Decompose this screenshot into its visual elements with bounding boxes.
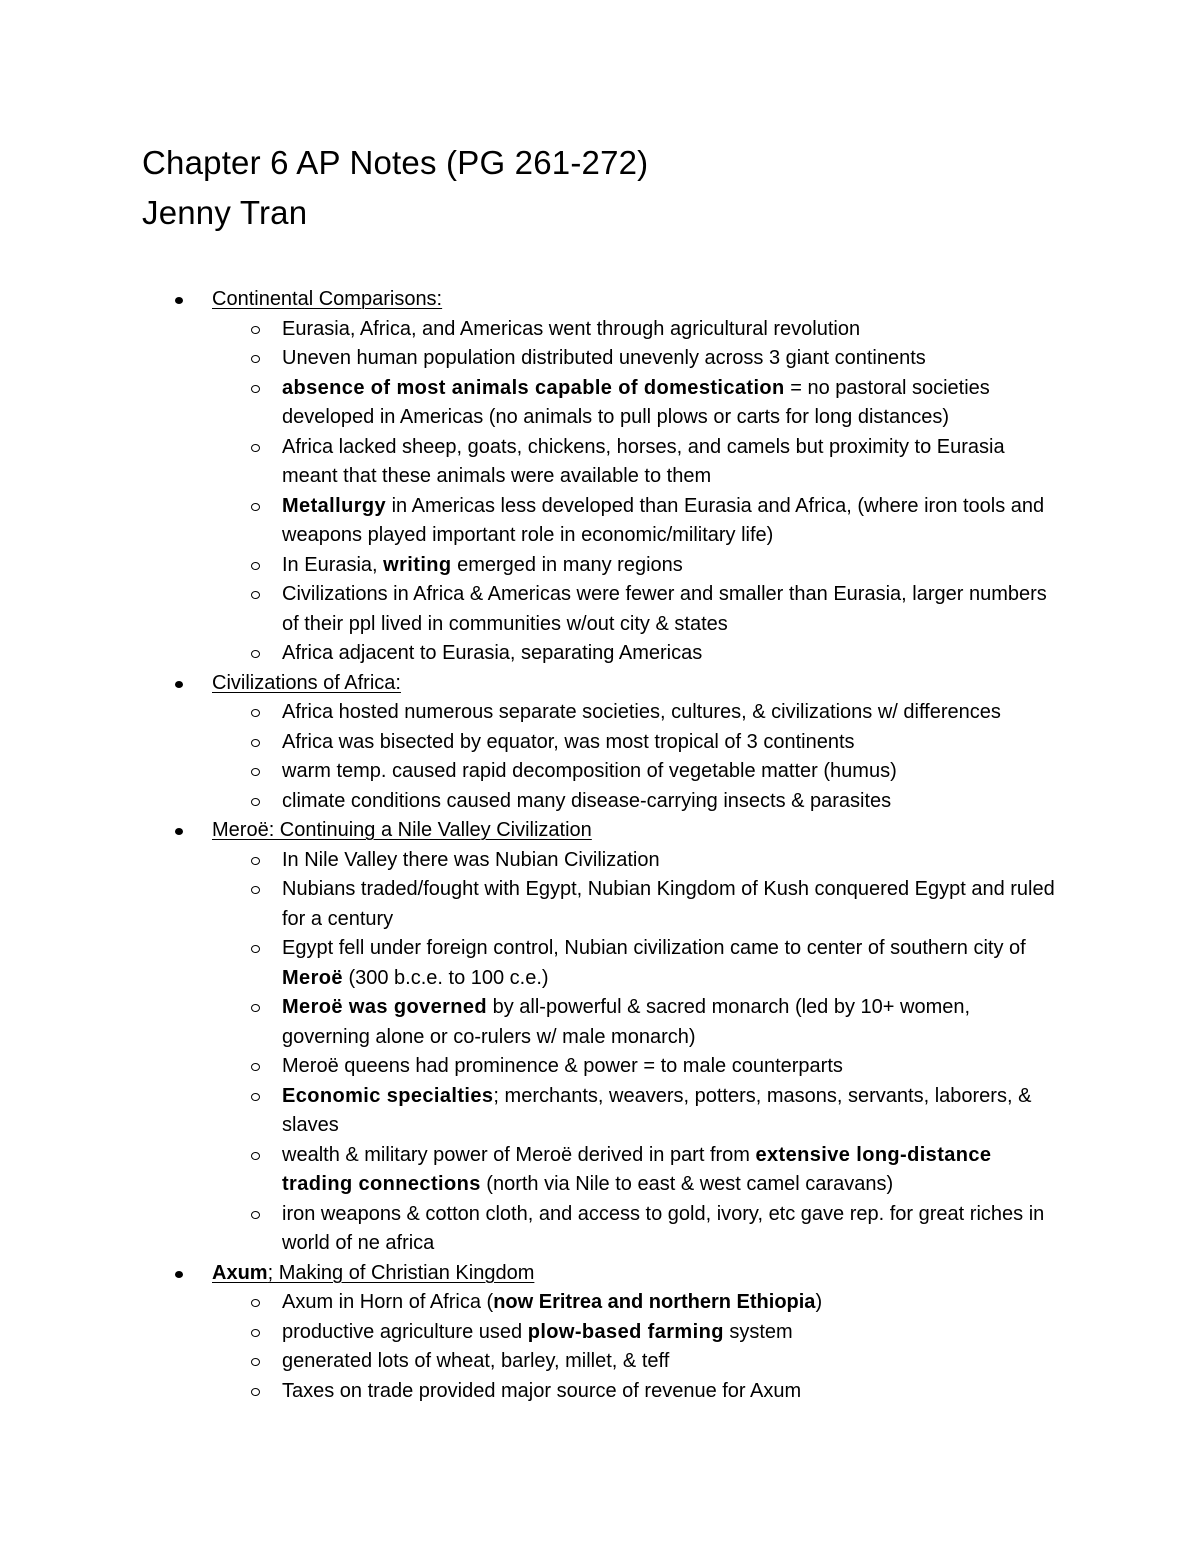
list-item: Uneven human population distributed unevenly across 3 giant continents — [282, 344, 1062, 374]
list-item — [282, 1141, 1062, 1200]
bullet-list — [212, 698, 1142, 816]
item-text: Axum in Horn of Africa ( — [282, 1291, 494, 1313]
item-text: emerged in many regions — [451, 553, 683, 576]
bold-term: extensive long-distance trading connections — [282, 1143, 992, 1195]
item-text: ) — [815, 1291, 823, 1313]
bold-term: Meroë was governed — [282, 996, 488, 1018]
notes-outline — [0, 285, 1142, 1406]
list-item: In Nile Valley there was Nubian Civilization — [282, 846, 1062, 876]
list-item — [282, 492, 1062, 551]
bold-term: Metallurgy — [282, 494, 387, 517]
list-item: Taxes on trade provided major source of revenue for Axum — [282, 1377, 1062, 1407]
item-text: in Americas less developed than Eurasia and Africa, (where iron tools and weapons played important role in economic/military life) — [282, 494, 1045, 546]
section-heading — [212, 1259, 1142, 1289]
list-item: Africa lacked sheep, goats, chickens, horses, and camels but proximity to Eurasia meant that these animals were available to them — [282, 433, 1062, 492]
bullet-list — [212, 846, 1142, 1259]
item-text: (north via Nile to east & west camel caravans) — [480, 1173, 894, 1195]
section-heading: Meroë: Continuing a Nile Valley Civilization — [212, 816, 1142, 846]
list-item: warm temp. caused rapid decomposition of vegetable matter (humus) — [282, 757, 1062, 787]
title-block — [142, 138, 648, 238]
list-item: generated lots of wheat, barley, millet, & teff — [282, 1347, 1062, 1377]
item-text: ; merchants, weavers, potters, masons, servants, laborers, & slaves — [282, 1084, 1032, 1136]
item-text: In Eurasia, — [282, 553, 384, 576]
item-text: system — [723, 1320, 793, 1343]
list-item: Africa hosted numerous separate societies, cultures, & civilizations w/ differences — [282, 698, 1142, 728]
item-text: (300 b.c.e. to 100 c.e.) — [342, 966, 549, 989]
list-item — [282, 1318, 1062, 1348]
bold-term: now Eritrea and northern Ethiopia — [493, 1291, 816, 1313]
list-item — [282, 551, 1062, 581]
item-text: by all-powerful & sacred monarch (led by 10+ women, governing alone or co-rulers w/ male monarch) — [282, 996, 971, 1048]
list-item: Africa was bisected by equator, was most tropical of 3 continents — [282, 728, 1062, 758]
bullet-list — [212, 315, 1142, 669]
section-continental-comparisons — [0, 285, 1142, 669]
section-meroe — [0, 816, 1142, 1259]
list-item — [282, 1288, 1062, 1318]
list-item — [282, 1082, 1062, 1141]
item-text: productive agriculture used — [282, 1320, 528, 1343]
list-item — [282, 934, 1062, 993]
list-item: iron weapons & cotton cloth, and access to gold, ivory, etc gave rep. for great riches in world of ne africa — [282, 1200, 1062, 1259]
list-item: Africa adjacent to Eurasia, separating Americas — [282, 639, 1062, 669]
bullet-list — [212, 1288, 1142, 1406]
section-heading: Civilizations of Africa: — [212, 669, 1142, 699]
bold-term: writing — [383, 553, 452, 576]
section-heading: Continental Comparisons: — [212, 285, 1142, 315]
heading-text: ; Making of Christian Kingdom — [267, 1261, 535, 1284]
bold-term: absence of most animals capable of domestication — [282, 376, 785, 399]
list-item: Nubians traded/fought with Egypt, Nubian Kingdom of Kush conquered Egypt and ruled for a century — [282, 875, 1062, 934]
bold-term: plow-based farming — [527, 1320, 724, 1343]
item-text: = no pastoral societies developed in Americas (no animals to pull plows or carts for long distances) — [282, 376, 990, 428]
list-item: Civilizations in Africa & Americas were fewer and smaller than Eurasia, larger numbers of their ppl lived in communities w/out city & states — [282, 580, 1062, 639]
item-text: Egypt fell under foreign control, Nubian civilization came to center of southern city of — [282, 937, 1026, 959]
bold-term: Economic specialties — [282, 1084, 494, 1107]
section-civilizations-of-africa — [0, 669, 1142, 817]
author-name: Jenny Tran — [142, 194, 308, 231]
item-text: wealth & military power of Meroë derived in part from — [282, 1143, 756, 1166]
list-item — [282, 374, 1062, 433]
list-item — [282, 993, 1062, 1052]
section-axum — [0, 1259, 1142, 1407]
heading-bold-term: Axum — [212, 1261, 268, 1284]
bold-term: Meroë — [282, 966, 343, 989]
list-item: climate conditions caused many disease-carrying insects & parasites — [282, 787, 1062, 817]
list-item: Eurasia, Africa, and Americas went through agricultural revolution — [282, 315, 1062, 345]
document-title: Chapter 6 AP Notes (PG 261-272) — [142, 144, 649, 181]
list-item: Meroë queens had prominence & power = to male counterparts — [282, 1052, 1062, 1082]
